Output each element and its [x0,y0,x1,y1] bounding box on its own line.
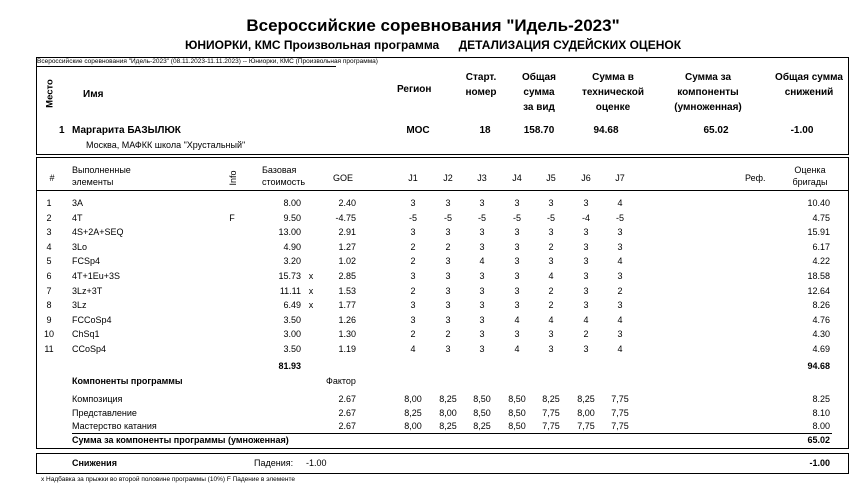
element-code: 3Lo [72,241,88,252]
element-bonus-mark: x [308,271,314,281]
element-score: 4.22 [812,256,830,267]
element-base: 9.50 [283,212,301,223]
element-judge-score: 3 [479,227,485,238]
judge-header-2: J2 [443,173,453,183]
element-score: 4.69 [812,344,830,354]
element-num: 1 [46,198,52,208]
components-total-label: Сумма за компоненты программы (умноженная) [72,435,289,445]
component-judge-score: 8,25 [542,394,560,404]
element-bonus-mark [307,240,315,254]
element-bonus-mark [307,225,315,239]
element-judge-score: 2 [410,329,416,340]
element-num: 2 [46,212,52,223]
element-judge-score: 2 [410,285,416,296]
element-judge-score: 3 [617,329,623,340]
component-judge-score: 8,00 [439,407,457,418]
element-info [226,298,238,312]
element-score: 4.75 [812,212,830,223]
element-judge-score: 2 [410,256,416,267]
deductions-label: Снижения [72,458,117,468]
judge-header-4: J4 [512,173,522,183]
element-num: 5 [46,256,52,267]
element-judge-score: 3 [410,314,416,325]
element-code: FCCoSp4 [72,314,112,325]
element-judge-score: 3 [479,241,485,252]
element-judge-score: 3 [445,300,451,311]
element-score: 12.64 [807,285,830,296]
element-judge-score: 2 [445,241,451,252]
component-judge-score: 8,00 [404,394,422,404]
component-judge-score: 7,75 [542,421,560,432]
component-judge-score: 7,75 [611,394,629,404]
element-bonus-mark: x [308,285,314,296]
skater-club: Москва, МАФКК школа "Хрустальный" [86,140,246,150]
element-judge-score: 3 [410,198,416,208]
element-info [226,254,238,268]
element-judge-score: 3 [548,256,554,267]
skater-total: 158.70 [523,125,555,136]
element-info [226,327,238,341]
element-judge-score: 3 [479,300,485,311]
elements-header-ref: Реф. [745,173,766,183]
header-total: Общая сумма за вид [522,72,556,113]
page-title: Всероссийские соревнования "Идель-2023" [246,16,620,35]
element-judge-score: 2 [548,300,554,311]
element-base: 3.50 [283,344,301,354]
element-judge-score: 4 [548,314,554,325]
element-base: 8.00 [283,198,301,208]
element-goe: -4.75 [335,212,356,223]
element-info [226,225,238,239]
element-judge-score: 3 [445,198,451,208]
element-judge-score: 3 [479,271,485,281]
element-judge-score: 3 [583,300,589,311]
element-judge-score: 3 [514,285,520,296]
component-name: Композиция [72,394,123,404]
element-info [226,240,238,254]
element-score: 6.17 [812,241,830,252]
deductions-box [36,453,849,474]
element-code: CCoSp4 [72,344,107,354]
element-goe: 1.02 [338,256,356,267]
header-name: Имя [83,89,104,100]
element-judge-score: -5 [615,212,624,223]
element-judge-score: 4 [583,314,589,325]
skater-start: 18 [479,125,491,136]
element-score: 18.58 [807,271,830,281]
falls-value: -1.00 [306,458,327,468]
element-judge-score: 3 [445,344,451,354]
element-judge-score: 3 [617,271,623,281]
component-judge-score: 8,00 [404,421,422,432]
element-judge-score: 3 [583,241,589,252]
component-judge-score: 8,50 [473,394,491,404]
skater-region: МОС [406,125,430,136]
elements-header-info: Info [228,170,238,186]
element-judge-score: -4 [581,212,590,223]
header-region: Регион [397,84,432,95]
page-subtitle [0,38,866,52]
element-judge-score: 2 [548,241,554,252]
element-judge-score: 4 [514,344,520,354]
element-judge-score: -5 [477,212,486,223]
element-judge-score: 3 [583,256,589,267]
elements-header-elem: Выполненные элементы [72,165,131,187]
element-code: 4S+2A+SEQ [72,227,124,238]
element-num: 4 [46,241,52,252]
element-goe: 1.77 [338,300,356,311]
element-judge-score: 2 [410,241,416,252]
element-judge-score: 3 [548,198,554,208]
component-judge-score: 8,25 [404,407,422,418]
event-line-divider [36,66,336,67]
element-judge-score: 3 [617,227,623,238]
element-judge-score: 3 [445,271,451,281]
falls-label: Падения: [254,458,294,468]
component-judge-score: 8,00 [577,407,595,418]
element-bonus-mark: x [308,300,314,311]
element-judge-score: 2 [548,285,554,296]
component-judge-score: 7,75 [611,407,629,418]
element-judge-score: 3 [583,227,589,238]
component-judge-score: 8,25 [473,421,491,432]
element-judge-score: 3 [410,300,416,311]
header-place: Место [44,79,56,108]
base-total: 81.93 [278,361,301,371]
element-judge-score: 3 [479,314,485,325]
element-judge-score: 3 [445,227,451,238]
tes-total: 94.68 [807,361,830,371]
element-bonus-mark [307,313,315,327]
element-base: 3.00 [283,329,301,340]
header-start: Старт. номер [465,72,497,98]
element-judge-score: 3 [548,344,554,354]
element-code: ChSq1 [72,329,100,340]
element-judge-score: 3 [548,227,554,238]
component-judge-score: 8,50 [508,421,526,432]
element-judge-score: 4 [617,256,623,267]
component-judge-score: 8,25 [439,394,457,404]
element-info [226,313,238,327]
element-goe: 1.53 [338,285,356,296]
element-base: 3.50 [283,314,301,325]
element-score: 8.26 [812,300,830,311]
element-bonus-mark [307,211,315,225]
element-bonus-mark [307,342,315,356]
element-code: 4T+1Eu+3S [72,271,121,281]
element-judge-score: 2 [583,329,589,340]
component-name: Представление [72,407,137,418]
element-base: 13.00 [278,227,301,238]
component-judge-score: 8,25 [577,394,595,404]
element-bonus-mark [307,254,315,268]
element-judge-score: 3 [514,329,520,340]
element-code: 3Lz+3T [72,285,103,296]
skater-deductions: -1.00 [790,125,814,136]
component-judge-score: 8,50 [508,407,526,418]
element-judge-score: 2 [445,329,451,340]
element-judge-score: 3 [617,241,623,252]
element-score: 10.40 [807,198,830,208]
components-total: 65.02 [807,435,830,445]
element-judge-score: 3 [479,285,485,296]
element-goe: 1.19 [338,344,356,354]
element-num: 8 [46,300,52,311]
element-judge-score: 3 [514,300,520,311]
element-judge-score: 3 [617,300,623,311]
element-judge-score: -5 [443,212,452,223]
element-judge-score: -5 [512,212,521,223]
components-total-divider [72,433,832,434]
judge-header-7: J7 [615,173,625,183]
footnote: x Надбавка за прыжки во второй половине программы (10%) F Падение в элементе [41,476,295,483]
skater-components: 65.02 [703,125,729,136]
element-score: 4.76 [812,314,830,325]
element-base: 3.20 [283,256,301,267]
element-judge-score: 3 [479,329,485,340]
element-info [226,269,238,283]
component-factor: 2.67 [338,407,356,418]
subtitle-report-type: ДЕТАЛИЗАЦИЯ СУДЕЙСКИХ ОЦЕНОК [458,38,682,52]
element-num: 3 [46,227,52,238]
element-judge-score: 3 [445,314,451,325]
element-judge-score: 4 [514,314,520,325]
component-factor: 2.67 [338,421,356,432]
element-judge-score: 3 [445,256,451,267]
elements-header-base: Базовая стоимость [262,165,306,187]
component-judge-score: 8,50 [473,407,491,418]
component-score: 8.00 [812,421,830,432]
component-factor: 2.67 [338,394,356,404]
element-info [226,284,238,298]
element-goe: 1.26 [338,314,356,325]
element-goe: 1.27 [338,241,356,252]
element-judge-score: 3 [583,271,589,281]
skater-tech: 94.68 [593,125,619,136]
element-judge-score: 3 [583,285,589,296]
element-score: 15.91 [807,227,830,238]
component-judge-score: 7,75 [542,407,560,418]
element-info: F [229,212,235,223]
element-judge-score: 3 [514,271,520,281]
header-deductions: Общая сумма снижений [775,72,843,98]
element-bonus-mark [307,196,315,210]
element-judge-score: -5 [408,212,417,223]
element-num: 6 [46,271,52,281]
element-base: 15.73 [278,271,301,281]
element-num: 10 [43,329,54,340]
elements-header-goe: GOE [332,173,353,183]
element-bonus-mark [307,327,315,341]
element-judge-score: 4 [617,314,623,325]
element-judge-score: 3 [514,227,520,238]
element-judge-score: 3 [410,271,416,281]
elements-header-score: Оценка бригады [792,165,828,187]
element-goe: 1.30 [338,329,356,340]
element-base: 6.49 [283,300,301,311]
element-info [226,196,238,210]
element-num: 7 [46,285,52,296]
element-judge-score: 3 [514,241,520,252]
element-judge-score: 4 [617,344,623,354]
element-goe: 2.40 [338,198,356,208]
element-num: 11 [44,344,54,354]
element-judge-score: 3 [445,285,451,296]
element-judge-score: 4 [617,198,623,208]
component-score: 8.25 [812,394,830,404]
element-judge-score: 3 [514,198,520,208]
element-score: 4.30 [812,329,830,340]
judge-header-3: J3 [477,173,487,183]
element-info [226,342,238,356]
element-judge-score: -5 [546,212,555,223]
element-judge-score: 4 [410,344,416,354]
component-judge-score: 8,50 [508,394,526,404]
element-code: 4T [72,212,83,223]
element-code: 3A [72,198,84,208]
element-code: 3Lz [72,300,87,311]
element-base: 4.90 [283,241,301,252]
component-name: Мастерство катания [72,421,157,432]
skater-name: Маргарита БАЗЫЛЮК [72,125,181,136]
component-score: 8.10 [812,407,830,418]
element-judge-score: 3 [479,344,485,354]
element-judge-score: 4 [548,271,554,281]
element-goe: 2.85 [338,271,356,281]
element-judge-score: 4 [479,256,485,267]
element-base: 11.11 [279,285,301,296]
header-components: Сумма за компоненты (умноженная) [674,72,742,113]
judge-header-6: J6 [581,173,591,183]
header-tech: Сумма в технической оценке [581,72,644,113]
component-judge-score: 7,75 [577,421,595,432]
elements-header-divider [36,190,848,191]
elements-header-num: # [49,173,55,183]
skater-place: 1 [59,125,65,136]
element-judge-score: 3 [548,329,554,340]
element-judge-score: 3 [410,227,416,238]
judge-header-1: J1 [408,173,418,183]
components-label: Компоненты программы [72,376,183,386]
element-code: FCSp4 [72,256,101,267]
element-num: 9 [46,314,52,325]
judge-header-5: J5 [546,173,556,183]
deductions-total: -1.00 [809,458,830,468]
component-judge-score: 7,75 [611,421,629,432]
event-line: Всероссийские соревнования "Идель-2023" (08.11.2023-11.11.2023) -- Юниорки, КМС (Произвольная программа) [37,58,378,65]
component-judge-score: 8,25 [439,421,457,432]
element-judge-score: 3 [583,344,589,354]
element-judge-score: 3 [479,198,485,208]
element-goe: 2.91 [338,227,356,238]
factor-label: Фактор [326,376,356,386]
element-judge-score: 3 [583,198,589,208]
element-judge-score: 3 [514,256,520,267]
element-judge-score: 2 [617,285,623,296]
subtitle-category: ЮНИОРКИ, КМС Произвольная программа [184,38,440,52]
